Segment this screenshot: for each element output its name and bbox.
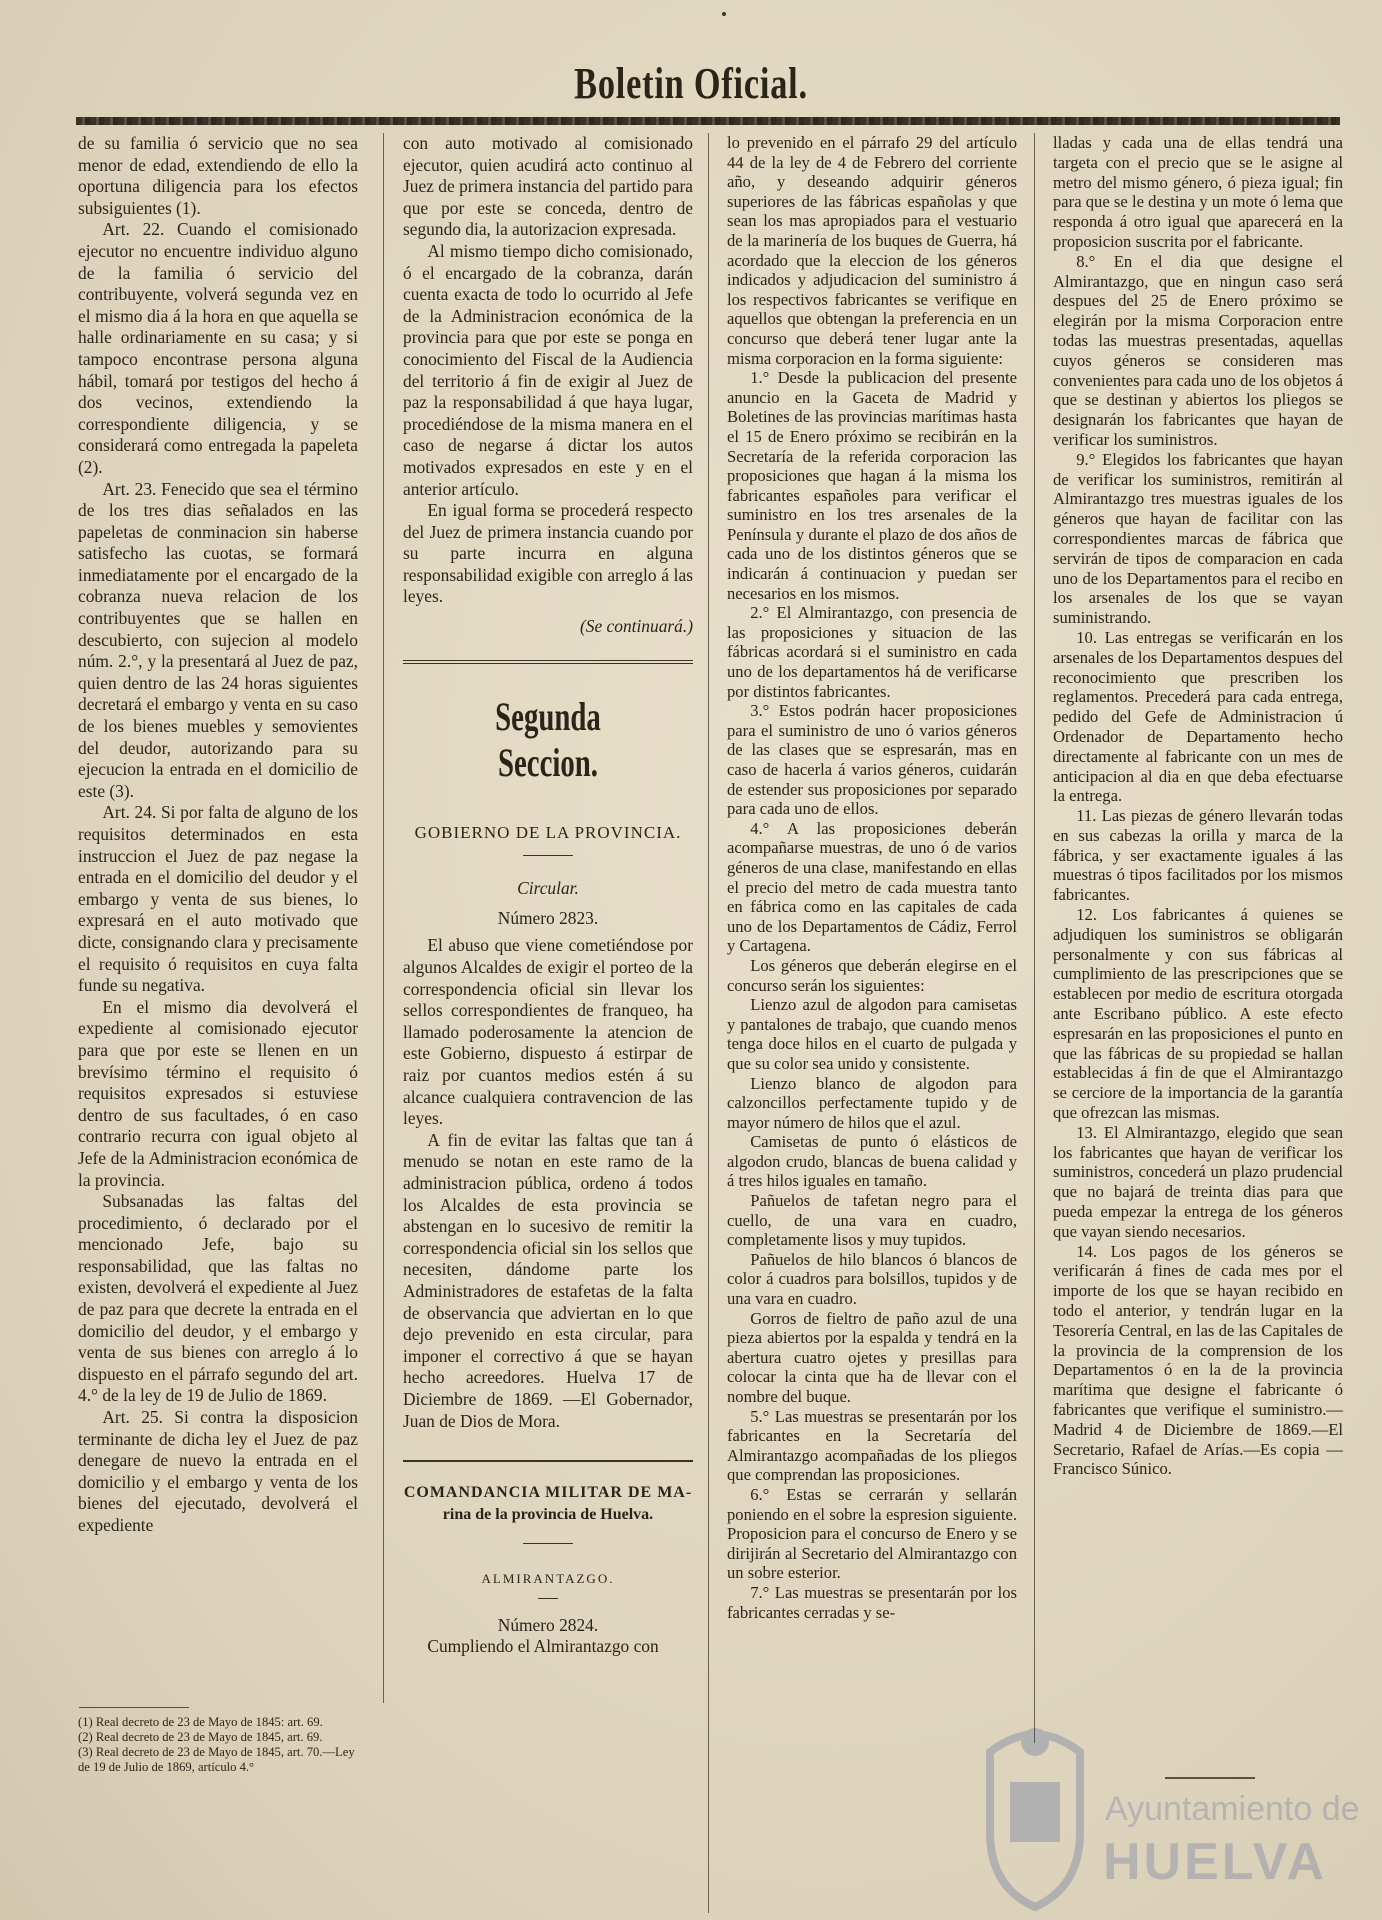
footnote-rule: [79, 1707, 189, 1708]
column-4: [1053, 133, 1343, 1479]
department-heading: COMANDANCIA MILITAR DE MA-: [403, 1484, 693, 1502]
paragraph: Los géneros que deberán elegirse en el concurso serán los siguientes:: [727, 955, 1017, 995]
paragraph: 10. Las entregas se verificarán en los arsenales de los Departamentos despues del reconocimiento que prescriben los reglamentos. Precederá para cada entrega, pedido del Gefe de Administracion ú Ordenador de Departamento hecho directamente al fabricante con un mes de anticipacion al dia en que deba efectuarse la entrega.: [1053, 627, 1343, 806]
column-divider: [1034, 133, 1035, 1743]
continuation-note: (Se continuará.): [579, 616, 693, 637]
paragraph: 5.° Las muestras se presentarán por los fabricantes en la Secretaría del Almirantazgo acompañadas de los pliegos que comprendan las proposiciones.: [727, 1406, 1017, 1485]
paragraph: 9.° Elegidos los fabricantes que hayan de verificar los suministros, remitirán al Almirantazgo tres muestras iguales de los géneros que hayan de facilitar con las correspondientes marcas de fábrica que servirán de tipos de comparacion en cada uno de los Departamentos para el recibo en los arsenales de los que se vayan suministrando.: [1053, 449, 1343, 628]
paragraph: Al mismo tiempo dicho comisionado, ó el encargado de la cobranza, darán cuenta exacta de todo lo ocurrido al Jefe de la Administracion económica de la provincia para que por este se ponga en conocimiento del Fiscal de la Audiencia del territorio á fin de exigir al Juez de paz la responsabilidad á que haya lugar, procediéndose de la misma manera en el caso de negarse á dictar los autos motivados expresados en este y en el anterior artículo.: [403, 240, 693, 499]
paragraph: 2.° El Almirantazgo, con presencia de las proposiciones y situacion de las fábricas acordará si el suministro en cada uno de los departamentos há de verificarse por distintos fabricantes.: [727, 603, 1017, 701]
paragraph: 13. El Almirantazgo, elegido que sean los fabricantes que hayan de verificar los suministros, concederá un plazo prudencial que no bajará de treinta dias para que pueda empezar la entrega de los géneros que vayan siendo necesarios.: [1053, 1122, 1343, 1241]
paragraph: 3.° Estos podrán hacer proposiciones para el suministro de uno ó varios géneros de las clases que se espresarán, mas en caso de hacerla á varios géneros, cuidarán de estender sus proposiciones por separado para cada uno de ellos.: [727, 701, 1017, 819]
short-rule: [523, 855, 573, 856]
paragraph: En el mismo dia devolverá el expediente al comisionado ejecutor para que por este se llenen en un brevísimo término el requisito ó requisitos expresados si estuviese dentro de sus facultades, ó en caso contrario recurra con igual objeto al Jefe de la Administracion económica de la provincia.: [78, 996, 358, 1190]
end-rule: [1165, 1777, 1255, 1779]
paragraph: Pañuelos de hilo blancos ó blancos de color á cuadros para bolsillos, tupidos y de una vara en cuadro.: [727, 1249, 1017, 1309]
header-rule: [76, 117, 1340, 125]
paragraph: 6.° Estas se cerrarán y sellarán poniendo en el sobre la espresion siguiente. Proposicion para el concurso de Enero y se dirijirán al Secretario del Almirantazgo con un sobre esterior.: [727, 1484, 1017, 1583]
paragraph: lladas y cada una de ellas tendrá una targeta con el precio que se le asigne al metro del mismo género, ó pieza igual; fin para que se le destina y un mote ó lema que responda á otro igual que aparecerá en la proposicion suscrita por el fabricante.: [1053, 133, 1343, 251]
paragraph: de su familia ó servicio que no sea menor de edad, extendiendo de ello la oportuna diligencia para los efectos subsiguientes (1).: [78, 133, 358, 218]
column-1: [78, 133, 358, 1537]
circular-label: Circular.: [517, 878, 579, 899]
paragraph: Lienzo azul de algodon para camisetas y pantalones de trabajo, que cuando menos tenga doce hilos en el cuarto de pulgada y que su color sea unido y consistente.: [727, 995, 1017, 1073]
coat-of-arms-icon: [970, 1712, 1100, 1912]
paragraph: El abuso que viene cometiéndose por algunos Alcaldes de exigir el porteo de la correspondencia oficial sin llevar los sellos correspondientes de franqueo, ha llamado poderosamente la atencion de este Gobierno, dispuesto á estirpar de raiz por cuantos medios estén á su alcance cualquiera contravencion de las leyes.: [403, 935, 693, 1129]
paragraph: Camisetas de punto ó elásticos de algodon crudo, blancas de buena calidad y á tres hilos iguales en tamaño.: [727, 1132, 1017, 1191]
subheading: ALMIRANTAZGO.: [481, 1571, 615, 1587]
circular-number: Número 2824.: [497, 1614, 599, 1635]
watermark-text: Ayuntamiento de: [1105, 1790, 1360, 1828]
masthead-title: Boletin Oficial.: [574, 59, 808, 108]
paragraph: Art. 22. Cuando el comisionado ejecutor no encuentre individuo alguno de la familia ó servicio del contribuyente, volverá segunda vez en el mismo dia á la hora en que aquella se halle ordinariamente en su casa; y si tampoco encontrase persona alguna hábil, tomará por testigos del hecho á dos vecinos, extendiendo la correspondiente diligencia, y se considerará como entregada la papeleta (2).: [78, 219, 358, 477]
paragraph: Lienzo blanco de algodon para calzoncillos perfectamente tupido y de mayor número de hilos que el azul.: [727, 1073, 1017, 1132]
paragraph: 1.° Desde la publicacion del presente anuncio en la Gaceta de Madrid y Boletines de las provincias marítimas hasta el 15 de Enero próximo se recibirán en la Secretaría de la referida corporacion las proposiciones que hagan á la misma los fabricantes españoles para verificar el suministro en los tres arsenales de la Península y durante el plazo de dos años de cada uno de los distintos géneros que se indicarán á continuacion y puedan ser necesarios en los mismos.: [727, 368, 1017, 603]
paragraph: 4.° A las proposiciones deberán acompañarse muestras, de uno ó de varios géneros de una clase, manifestando en ellas el precio del metro de cada muestra tanto en fábrica como en las capitales de cada uno de los Departamentos de Cádiz, Ferrol y Cartagena.: [727, 818, 1017, 956]
footnote: (1) Real decreto de 23 de Mayo de 1845: art. 69.: [78, 1715, 323, 1729]
short-rule: [523, 1543, 573, 1544]
section-rule: [403, 1460, 693, 1462]
paragraph: En igual forma se procederá respecto del Juez de primera instancia cuando por su parte incurra en alguna responsabilidad exigible con arreglo á las leyes.: [403, 500, 693, 607]
short-rule: [538, 1598, 558, 1599]
section-title: Segunda Seccion.: [495, 693, 601, 785]
watermark-text: HUELVA: [1103, 1833, 1328, 1891]
paragraph: Subsanadas las faltas del procedimiento, ó declarado por el mencionado Jefe, bajo su responsabilidad, que las faltas no existen, devolverá el expediente al Juez de paz para que decrete la entrada en el domicilio del deudor, y el embargo y venta de sus bienes con arreglo á lo dispuesto en el párrafo segundo del art. 4.° de la ley de 19 de Julio de 1869.: [78, 1191, 358, 1406]
column-3: [727, 133, 1017, 1622]
section-rule: [403, 660, 693, 664]
paragraph: Art. 23. Fenecido que sea el término de los tres dias señalados en las papeletas de conminacion sin haberse satisfecho las cuotas, se formará inmediatamente por el encargado de la cobranza nueva relacion de los contribuyentes que se hallen en descubierto, con sujecion al modelo núm. 2.°, y la presentará al Juez de paz, quien dentro de las 24 horas siguientes decretará el embargo y venta en su caso de los bienes muebles y semovientes del deudor, autorizando para su ejecucion la entrada en el domicilio de este (3).: [78, 478, 358, 801]
column-divider: [708, 133, 709, 1913]
footnote: (3) Real decreto de 23 de Mayo de 1845, art. 70.—Ley de 19 de Julio de 1869, artículo 4.°: [78, 1745, 355, 1774]
circular-number: Número 2823.: [497, 907, 599, 928]
page-dot: [722, 12, 726, 16]
paragraph: A fin de evitar las faltas que tan á menudo se notan en este ramo de la administracion pública, ordeno á todos los Alcaldes de esta provincia se abstengan en lo sucesivo de remitir la correspondencia oficial sin los sellos que necesiten, dándome parte los Administradores de estafetas de la falta de observancia que adviertan en lo que dejo prevenido en esta circular, para imponer el correctivo á que se hayan hecho acreedores. Huelva 17 de Diciembre de 1869. —El Gobernador, Juan de Dios de Mora.: [403, 1129, 693, 1431]
column-divider: [383, 133, 384, 1703]
paragraph: lo prevenido en el párrafo 29 del artículo 44 de la ley de 4 de Febrero del corriente año, y deseando adquirir géneros superiores de las fábricas españolas y que sean los mas apropiados para el vestuario de la marinería de los buques de Guerra, há acordado que la eleccion de los géneros indicados y adjudicacion del suministro á los respectivos fabricantes se verifique en aquellos que obtengan la preferencia en un concurso que deberá tener lugar ante la misma corporacion en la forma siguiente:: [727, 133, 1017, 368]
column-2: [403, 133, 693, 1658]
paragraph: Art. 24. Si por falta de alguno de los requisitos determinados en esta instruccion el Juez de paz negase la entrada en el domicilio del deudor y el embargo y venta de sus bienes, lo expresará en el auto motivado que dicte, consignando clara y precisamente el requisito ó requisitos en cuya falta funde su negativa.: [78, 802, 358, 996]
paragraph: con auto motivado al comisionado ejecutor, quien acudirá acto continuo al Juez de primera instancia del partido para que por este se conceda, dentro de segundo dia, la autorizacion expresada.: [403, 133, 693, 240]
paragraph: 11. Las piezas de género llevarán todas en sus cabezas la orilla y marca de la fábrica, y ser exactamente iguales á las muestras ó tipos facilitados por los mismos fabricantes.: [1053, 806, 1343, 905]
paragraph: Pañuelos de tafetan negro para el cuello, de una vara en cuadro, completamente lisos y muy tupidos.: [727, 1191, 1017, 1250]
footnote: (2) Real decreto de 23 de Mayo de 1845, art. 69.: [78, 1730, 323, 1744]
paragraph: 7.° Las muestras se presentarán por los fabricantes cerradas y se-: [727, 1582, 1017, 1622]
paragraph: Cumpliendo el Almirantazgo con: [427, 1636, 659, 1657]
paragraph: 12. Los fabricantes á quienes se adjudiquen los suministros se obligarán personalmente y con sus fábricas al cumplimiento de las prescripciones que se establecen por medio de escritura otorgada ante Escribano público. A este efecto espresarán en las proposiciones el punto en que las fábricas de su propiedad se hallan establecidas á fin de que el Almirantazgo se cerciore de la importancia de la garantía que ofrezcan las mismas.: [1053, 905, 1343, 1123]
paragraph: Art. 25. Si contra la disposicion terminante de dicha ley el Juez de paz denegare de nuevo la entrada en el domicilio y el embargo y venta de los bienes del ejecutado, devolverá el expediente: [78, 1407, 358, 1535]
department-heading: GOBIERNO DE LA PROVINCIA.: [414, 822, 682, 842]
department-heading: rina de la provincia de Huelva.: [442, 1505, 654, 1523]
paragraph: 14. Los pagos de los géneros se verificarán á fines de cada mes por el importe de los que se hayan recibido en todo el anterior, y tendrán lugar en la Tesorería Central, en las de las Capitales de la provincia de la comprension de los Departamentos ó en la de la provincia marítima que designe el fabricante ó fabricantes que verifique el suministro.—Madrid 4 de Diciembre de 1869.—El Secretario, Rafael de Arías.—Es copia —Francisco Súnico.: [1053, 1241, 1343, 1479]
footnotes: [78, 1715, 358, 1775]
paragraph: 8.° En el dia que designe el Almirantazgo, que en ningun caso será despues del 25 de Enero próximo se elegirán por la misma Corporacion entre todas las muestras presentadas, aquellas cuyos géneros se consideren mas convenientes para cada uno de los objetos á que se destinan y abiertos los pliegos se designarán los fabricantes que hayan de verificar los suministros.: [1053, 251, 1343, 449]
paragraph: Gorros de fieltro de paño azul de una pieza abiertos por la espalda y tendrá en la abertura cuatro ojetes y presillas para colocar la cinta que ha de llevar con el nombre del buque.: [727, 1308, 1017, 1406]
